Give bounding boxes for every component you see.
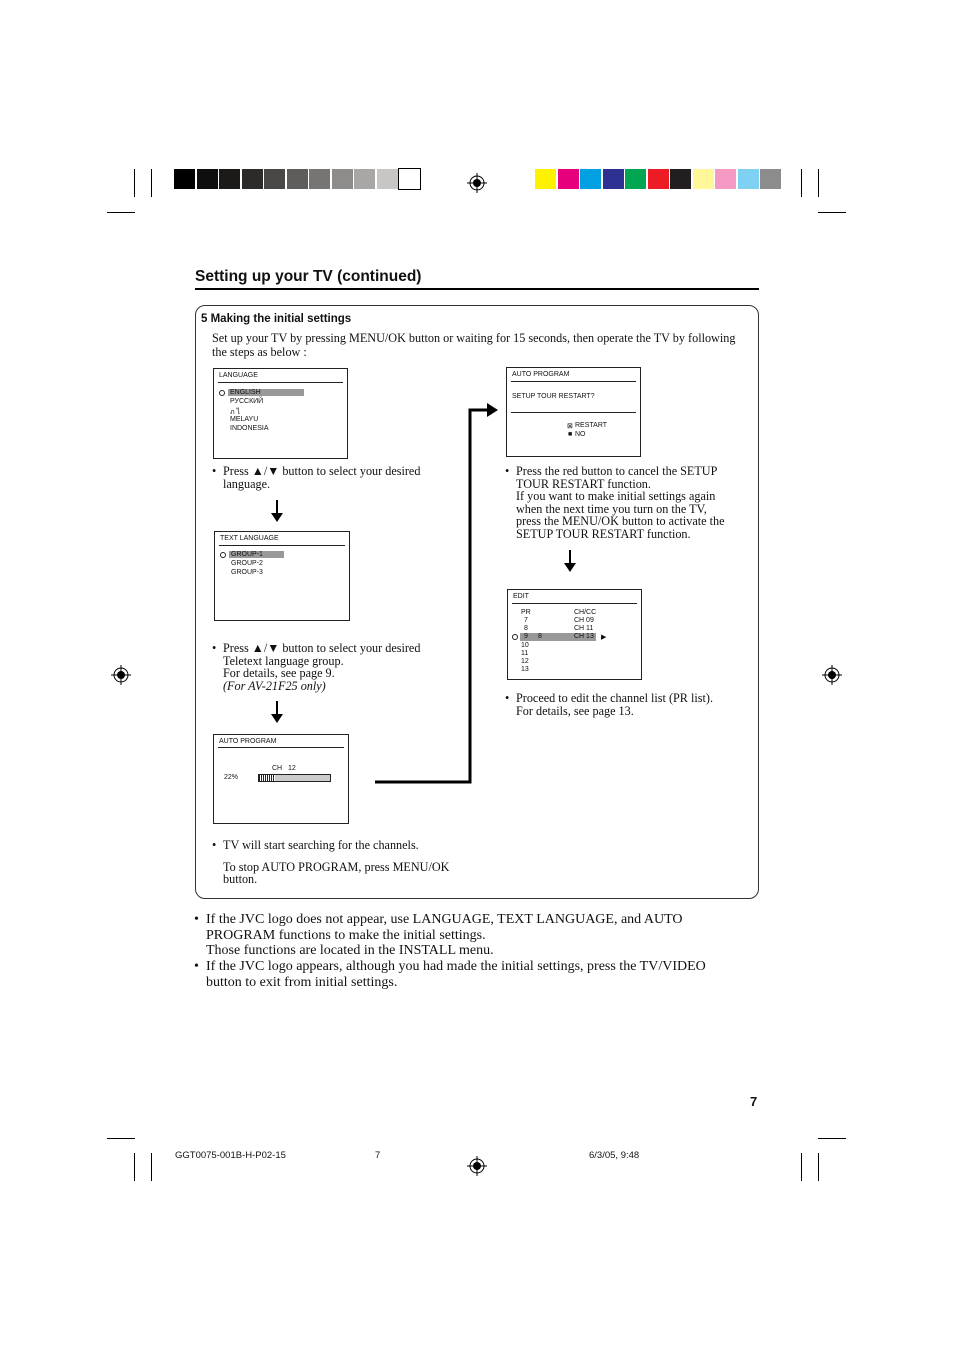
crop-mark <box>818 169 819 197</box>
edit-note: • Proceed to edit the channel list (PR list). For details, see page 13. <box>505 691 713 718</box>
row-channel: CH 11 <box>574 625 594 633</box>
auto-program-note: • TV will start searching for the channels. To stop AUTO PROGRAM, press MENU/OK button. <box>212 838 450 887</box>
color-swatch <box>354 169 375 189</box>
note-line: If you want to make initial settings again <box>516 489 716 504</box>
registration-mark-icon <box>822 665 842 685</box>
flow-connector-arrow <box>370 400 505 788</box>
registration-mark-icon <box>467 173 487 193</box>
channel-readout: CH 12 <box>272 765 296 772</box>
arrow-down-icon <box>271 513 283 522</box>
color-swatch <box>242 169 263 189</box>
crop-mark <box>151 169 152 197</box>
edit-channel-screen <box>507 589 642 680</box>
step-arrow <box>276 500 278 514</box>
color-swatch <box>738 169 759 189</box>
color-swatch <box>377 169 398 189</box>
crop-mark <box>134 169 135 197</box>
color-swatch <box>219 169 240 189</box>
row-channel: CH 13 <box>574 633 594 641</box>
step-arrow <box>569 550 571 564</box>
page-number: 7 <box>750 1094 758 1109</box>
auto-program-progress-screen <box>213 734 349 824</box>
color-swatch <box>558 169 579 189</box>
note-line: press the MENU/OK button to activate the <box>516 514 725 529</box>
note-line: (For AV-21F25 only) <box>223 678 326 693</box>
crop-mark <box>107 212 135 213</box>
bullet-line: If the JVC logo does not appear, use LANGUAGE, TEXT LANGUAGE, and AUTO <box>206 912 683 927</box>
color-swatch <box>399 169 420 189</box>
note-line: TV will start searching for the channels. <box>223 838 419 852</box>
color-swatch <box>174 169 195 189</box>
bullet-line: PROGRAM functions to make the initial settings. <box>206 927 486 943</box>
note-line: language. <box>223 476 271 491</box>
menu-item-selected: GROUP-1 <box>229 551 284 558</box>
restart-note: • Press the red button to cancel the SETUP TOUR RESTART function. If you want to make initial settings again when the next time you turn on the TV, press the MENU/OK button to activate the SETUP TOUR RESTART function. <box>505 464 725 541</box>
menu-item: MELAYU <box>230 416 259 423</box>
color-swatch <box>648 169 669 189</box>
note-line: Proceed to edit the channel list (PR list). <box>516 691 713 705</box>
registration-mark-icon <box>467 1156 487 1176</box>
restart-question: SETUP TOUR RESTART? <box>512 393 595 400</box>
arrow-right-icon: ▶ <box>601 634 607 642</box>
row-pr: 13 <box>521 666 529 674</box>
title-divider <box>195 288 759 290</box>
progress-fill <box>259 775 275 781</box>
setup-tour-restart-screen <box>506 367 641 457</box>
option-restart: RESTART <box>575 422 608 429</box>
note-line: For details, see page 9. <box>223 666 335 681</box>
crop-mark <box>818 1138 846 1139</box>
color-swatch <box>670 169 691 189</box>
ok-button-icon: ■ <box>568 431 573 438</box>
color-swatch <box>603 169 624 189</box>
menu-item-selected: ENGLISH <box>228 389 304 396</box>
crop-mark <box>801 169 802 197</box>
note-line: To stop AUTO PROGRAM, press MENU/OK <box>223 859 450 874</box>
registration-mark-icon <box>111 665 131 685</box>
screen-title: TEXT LANGUAGE <box>220 535 279 542</box>
note-line: Teletext language group. <box>223 653 344 668</box>
note-line: Press ▲/▼ button to select your desired <box>223 464 421 478</box>
bullet-line: Those functions are located in the INSTALL menu. <box>206 943 494 959</box>
crop-mark <box>151 1153 152 1181</box>
screen-title: AUTO PROGRAM <box>219 738 277 745</box>
section-heading: 5 Making the initial settings <box>201 313 352 325</box>
text-language-note: • Press ▲/▼ button to select your desired Teletext language group. For details, see page 9. (For AV-21F25 only) <box>212 641 421 693</box>
screen-divider <box>218 747 344 748</box>
row-pr: 11 <box>521 649 529 657</box>
color-swatch <box>264 169 285 189</box>
menu-item: GROUP-3 <box>231 569 263 576</box>
menu-item: ภ ไ <box>230 409 241 416</box>
screen-divider <box>219 545 345 546</box>
footer-datetime: 6/3/05, 9:48 <box>589 1150 640 1161</box>
row-pr: 7 <box>524 617 528 624</box>
note-line: TOUR RESTART function. <box>516 476 651 491</box>
cursor-icon <box>512 634 518 640</box>
step-arrow <box>276 701 278 715</box>
bullet-line: button to exit from initial settings. <box>206 974 398 990</box>
column-header-ch: CH/CC <box>574 609 597 616</box>
note-line: Press the red button to cancel the SETUP <box>516 464 718 478</box>
language-note: • Press ▲/▼ button to select your desired language. <box>212 464 421 491</box>
screen-title: LANGUAGE <box>219 372 258 379</box>
crop-mark <box>107 1138 135 1139</box>
text-language-menu-screen <box>214 531 350 621</box>
jvc-logo-present-note: • If the JVC logo appears, although you had made the initial settings, press the TV/VIDEO button to exit from initial settings. <box>194 959 706 990</box>
crop-mark <box>801 1153 802 1181</box>
screen-title: AUTO PROGRAM <box>512 371 570 378</box>
color-swatch <box>197 169 218 189</box>
color-swatch <box>693 169 714 189</box>
crop-mark <box>818 1153 819 1181</box>
row-pr: 8 <box>524 625 528 633</box>
screen-divider <box>512 603 637 604</box>
color-swatch <box>715 169 736 189</box>
footer-document-code: GGT0075-001B-H-P02-15 <box>175 1150 286 1161</box>
progress-bar <box>258 774 331 782</box>
color-swatch <box>580 169 601 189</box>
intro-text: Set up your TV by pressing MENU/OK button or waiting for 15 seconds, then operate the TV by following the steps as below : <box>212 331 736 359</box>
screen-divider <box>218 382 343 383</box>
color-swatch <box>332 169 353 189</box>
crop-mark <box>818 212 846 213</box>
menu-item: РУССКИЙ <box>230 398 264 405</box>
row-pr: 10 <box>521 641 529 649</box>
color-swatch <box>309 169 330 189</box>
bullet-line: If the JVC logo appears, although you had made the initial settings, press the TV/VIDEO <box>206 959 706 974</box>
cursor-icon <box>219 390 225 396</box>
note-line: For details, see page 13. <box>516 703 634 718</box>
arrow-down-icon <box>271 714 283 723</box>
red-button-icon: ⊠ <box>567 423 573 430</box>
note-line: SETUP TOUR RESTART function. <box>516 526 691 541</box>
row-channel: CH 09 <box>574 617 594 624</box>
note-line: Press ▲/▼ button to select your desired <box>223 641 421 655</box>
option-no: NO <box>575 431 586 438</box>
screen-divider <box>511 381 636 382</box>
row-pr: 9 <box>524 633 528 641</box>
color-swatch <box>287 169 308 189</box>
color-swatch <box>535 169 556 189</box>
column-header-pr: PR <box>521 609 531 616</box>
cursor-icon <box>220 552 226 558</box>
language-menu-screen <box>213 368 348 459</box>
row-pr: 12 <box>521 658 529 665</box>
row-marker: 8 <box>538 633 542 641</box>
note-line: button. <box>223 872 258 887</box>
jvc-logo-absent-note: • If the JVC logo does not appear, use LANGUAGE, TEXT LANGUAGE, and AUTO PROGRAM functions to make the initial settings. Those functions are located in the INSTALL menu. <box>194 912 683 959</box>
arrow-down-icon <box>564 563 576 572</box>
screen-title: EDIT <box>513 593 529 600</box>
page-title: Setting up your TV (continued) <box>195 268 422 285</box>
progress-percent: 22% <box>224 774 239 781</box>
color-swatch <box>625 169 646 189</box>
note-line: when the next time you turn on the TV, <box>516 501 707 516</box>
menu-item: GROUP-2 <box>231 560 263 567</box>
footer-page: 7 <box>375 1150 381 1161</box>
menu-item: INDONESIA <box>230 425 269 432</box>
screen-divider <box>511 412 636 413</box>
color-swatch <box>760 169 781 189</box>
crop-mark <box>134 1153 135 1181</box>
